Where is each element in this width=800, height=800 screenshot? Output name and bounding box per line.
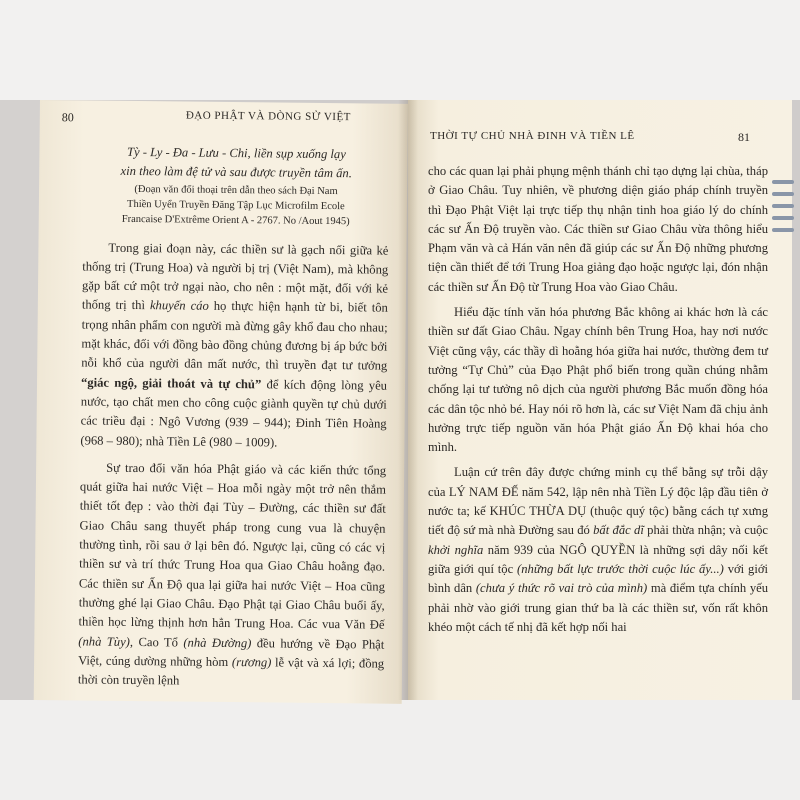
source-line-1: (Đoạn văn đối thoại trên dẫn theo sách Đại Nam bbox=[134, 183, 338, 197]
right-page-body bbox=[428, 162, 768, 637]
binder-rings bbox=[772, 120, 800, 320]
paragraph-5-text-e: mà điểm tựa chính yếu phải nhờ vào giới trung gian thứ ba là các thiền sư, vốn rất khôn khéo một cách tế nhị đã kết hợp nối hai bbox=[428, 581, 769, 634]
paragraph-5-emphasis-1: bất đắc dĩ bbox=[593, 523, 644, 538]
binder-ring bbox=[772, 216, 794, 220]
paragraph-1 bbox=[80, 238, 388, 453]
book-gutter bbox=[398, 100, 418, 700]
binder-ring bbox=[772, 228, 794, 232]
paragraph-2-text-a: Sự trao đổi văn hóa Phật giáo và các kiến thức tổng quát giữa hai nước Việt – Hoa mỗi ngày một trở nên thắm thiết tốt đẹp : vào thời đại Tùy – Đường, các thiền sư đất Giao Châu sang thuyết pháp trong cung vua là chuyện thường tình, rồi sau ở lại bên đó. Ngược lại, cũng có các vị thiền sư và trí thức Trung Hoa qua Giao Châu hoằng đạo. Các thiền sư Ấn Độ qua lại giữa hai nước Việt – Hoa cũng thường ghé lại Giao Châu. Đạo Phật tại Giao Châu buổi ấy, thiền học lừng thịnh hơn hẳn Trung Hoa. Các vua Văn Đế bbox=[78, 460, 387, 632]
paragraph-1-text-a: Trong giai đoạn này, các thiền sư là gạch nối giữa kẻ thống trị (Trung Hoa) và người bị trị (Việt Nam), mà không gặp bất cứ một trở ngại nào, cho nên : một mặt, đối với kẻ thống trị thì bbox=[81, 240, 389, 313]
paragraph-1-text-b: họ thực hiện hạnh từ bi, biết tôn trọng nhân phẩm con người mà đừng gây khổ đau cho nhau; mặt khác, đối với đồng bào đồng chủng đương bị áp bức bởi nỗi khổ của người dân mất nước, thì truyền đạt tư tưởng bbox=[81, 299, 388, 374]
page-number-right: 81 bbox=[738, 130, 750, 144]
quote-line-2: xin theo làm đệ tử và sau được truyền tâm ấn. bbox=[120, 164, 353, 181]
paragraph-2-text-d: lễ vật và xá lợi; đồng thời còn truyền lệnh bbox=[77, 655, 385, 688]
background-top bbox=[0, 0, 800, 100]
left-page bbox=[34, 100, 408, 704]
paragraph-1-emphasis: khuyến cáo bbox=[149, 298, 209, 314]
paragraph-2-emphasis-3: (rương) bbox=[231, 654, 272, 670]
binder-ring bbox=[772, 192, 794, 196]
paragraph-2-emphasis-2: (nhà Đường) bbox=[183, 635, 252, 650]
paragraph-2 bbox=[78, 458, 386, 693]
right-page bbox=[408, 100, 792, 700]
page-number-left: 80 bbox=[61, 110, 74, 125]
paragraph-5-emphasis-2: khởi nghĩa bbox=[428, 542, 484, 557]
paragraph-5-text-a: Luận cứ trên đây được chứng minh cụ thể bằng sự trỗi dậy của LÝ NAM ĐẾ năm 542, lập nên nhà Tiền Lý độc lập đầu tiên ở nước ta; kế KHÚC THỪA DỤ (thuộc quý tộc) bằng cách tự xưng tiết độ sứ mà nhà Đường sau đó bbox=[428, 465, 768, 538]
paragraph-5-emphasis-3: (những bất lực trước thời cuộc lúc ấy...) bbox=[517, 561, 724, 576]
paragraph-5-emphasis-4: (chưa ý thức rõ vai trò của mình) bbox=[475, 581, 648, 596]
paragraph-4: Hiểu đặc tính văn hóa phương Bắc không ai khác hơn là các thiền sư đất Giao Châu. Ngay chính bên Trung Hoa, hay nơi nước Việt cũng vậy, các thầy dì hoằng hóa giữa hai nước, thường đem tư tưởng “Tự Chủ” của Đạo Phật phổ biến trong quần chúng nhằm chống lại tư tưởng nô dịch của người phương Bắc muốn đồng hóa các dân tộc nhỏ bé. Hay nói rõ hơn là, các sư Việt Nam đã chịu ảnh hưởng trực tiếp nguồn văn hóa Phật giáo Ấn Độ khai hóa cho mình. bbox=[428, 305, 768, 455]
running-header-right: THỜI TỰ CHỦ NHÀ ĐINH VÀ TIỀN LÊ bbox=[430, 130, 635, 142]
source-line-2: Thiền Uyển Truyền Đăng Tập Lục Microfilm Ecole bbox=[127, 198, 345, 212]
paragraph-3: cho các quan lại phải phụng mệnh thánh chỉ tạo dựng lại chùa, tháp ở Giao Châu. Tuy nhiên, về phương diện giáo pháp chính truyền thì Đạo Phật Việt lại trực tiếp thụ nhận tinh hoa giáo lý do chính các sư Ấn Độ truyền vào. Các thiền sư Giao Châu vừa thông hiểu Phạm văn và cả Hán văn nên đã giúp các sư Ấn Độ những phương tiện cần thiết để tới Trung Hoa giảng đạo hoặc ngược lại, đón nhận các thiền sư Ấn Độ từ Trung Hoa vào Giao Châu. bbox=[428, 164, 768, 294]
source-line-3: Francaise D'Extrême Orient A - 2767. No /Aout 1945) bbox=[121, 213, 350, 227]
paragraph-2-text-b: , Cao Tổ bbox=[129, 634, 184, 650]
paragraph-2-emphasis-1: (nhà Tùy) bbox=[78, 633, 131, 649]
binder-ring bbox=[772, 204, 794, 208]
paragraph-5 bbox=[428, 463, 768, 637]
quote-line-1: Tỳ - Ly - Đa - Lưu - Chi, liền sụp xuống lạy bbox=[126, 144, 346, 162]
left-page-body bbox=[78, 142, 390, 693]
binder-ring bbox=[772, 180, 794, 184]
background-bottom bbox=[0, 700, 800, 800]
paragraph-5-text-c: năm 939 của NGÔ QUYỀN là những sợi dây nối kết giữa giới quí tộc bbox=[428, 542, 768, 576]
paragraph-5-text-b: phải thừa nhận; và cuộc bbox=[643, 523, 769, 538]
paragraph-2-text-c: đều hướng về Đạo Phật Việt, cúng dường những hòm bbox=[78, 635, 385, 669]
paragraph-5-text-d: với giới bình dân bbox=[428, 561, 768, 596]
paragraph-1-text-c: để kích động lòng yêu nước, tạo chất men cho công cuộc giành quyền tự chủ dưới các triều đại : Ngô Vương (939 – 944); Đinh Tiên Hoàng (968 – 980); nhà Tiền Lê (980 – 1009). bbox=[80, 377, 388, 450]
paragraph-1-bold: “giác ngộ, giải thoát và tự chủ” bbox=[80, 375, 262, 392]
running-header-left: ĐẠO PHẬT VÀ DÒNG SỬ VIỆT bbox=[185, 109, 351, 124]
